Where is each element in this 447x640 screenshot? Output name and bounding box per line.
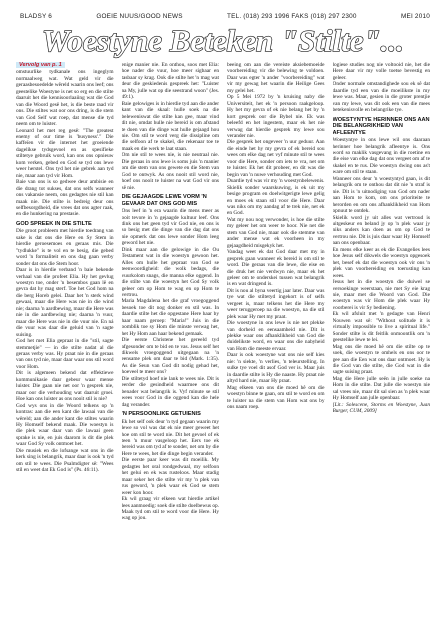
- paragraph: Die musiek en die lofsange wat ons in die kerk sing is belangrik, maar daar is ook 'n tyd om stil te wees. Die Psalmdigter sê: "Wees stil en weet dat Ek God is" (Ps. 46:11).: [16, 447, 114, 474]
- paragraph: Baie gelowiges is in hierdie tyd aan die ander kant van die skaal: hulle soek na die beleweniswat die stilte kan gee, maar vind dit nie, omdat hulle nie bereid is om afstand te doen van die dinge wat hulle gejaagd hou nie. Om stil te word verg die dissipline om die selfoon af te skakel, die rekenaar toe te maak en die werk te laat staan.: [121, 100, 219, 152]
- paragraph: Dink maar aan die gelowige in die Ou Testament wat in die woestyn gewoon het. Alles om hulle het gepraat van God se teenwoordigheid: die wolk bedags, die vuurkolom snags, die manna elke oggend. In die stilte van die woestyn het God Sy volk geleer om op Hom te wag en op Hom te vertrou.: [121, 246, 219, 298]
- paragraph: Duardie tyd was vir my 'n woestynbelewenis. Skielik sonder waarskuwing, is ek uit my besige program en doelwitgerigte lewe gelig en moes ek staan stil voor die Here. Daar was niks om my aandag af te trek nie, net ek en God.: [227, 178, 325, 217]
- paragraph: Dit is algemeen bekend dat effektiewe kommunikasie daar gebeur waar mense luister. Die gaan nie net oor 'n gesprek nie, maar oor die verhouding wat daaruit groei. Hoe kan ons luister as ons nooit stil is nie?: [16, 370, 114, 403]
- column-4: [333, 62, 431, 632]
- paragraph: beeing om aan die vereiste aksiebemoeide voorbereiding vir die belewing te voldoen. Daar was egter 'n ander "voorbereiding" wat vir my gewag het waarin die Heilige Gees my gelei het.: [227, 62, 325, 94]
- article-title-art: [16, 22, 430, 60]
- page-number: BLADSY 6: [20, 12, 53, 20]
- paragraph: Wat my nou nog verwonder, is hoe die stilte my geleer het om weer te hoor. Nie net die stem van God nie, maar ook die stemme van ander mense wat ek voorheen in my gejaagdheid misgekyk het.: [227, 216, 325, 249]
- section-heading: WOESTYNTYE HERINNER ONS AAN DIE BELANGRIKHEID VAN AFLEENTYE: [332, 116, 430, 136]
- paragraph: Dit is nou al byna veertig jaar later. Daar was tye wat die stiltetyd ingekort is of selfs vergeet is, maar telkens het die Here my weer teruggeroep na die woestyn, na die stil plek waar Hy met my praat.: [227, 287, 325, 320]
- article-columns: [16, 62, 430, 632]
- contact-info: TEL. (018) 293 1996 FAKS (018) 297 2300: [227, 12, 357, 20]
- paragraph: God wys ons in die Woord telkens op 'n kontras: aan die een kant die lawaai van die wêreld; aan die ander kant die stiltes waarin Hy Homself bekend maak. Die woestyn is die plek waar daar van die lawaai geen sprake is nie, en juis daarom is dit die plek waar God Sy volk ontmoet het.: [16, 402, 114, 448]
- paragraph: Ek het self ook deur 'n tyd gegaan waarin my lewe so vol was dat ek nie meer geweet het hoe om stil te word nie. Dit het gevoel of ek teen 'n muur vasgeloop het. Eers toe ek bereid was om tyd af te sonder, net om by die Here te wees, het die dinge begin verander.: [121, 418, 219, 457]
- paragraph: Ek wil graag vir elkeen wat hierdie artikel lees aanmoedig: soek die stilte doelbewus op. Maak tyd om stil te word voor die Here. Hy wag op jou.: [121, 496, 219, 522]
- paragraph: Die woestyne in ons lewe is nie net plekke van dorheid en eensaamheid nie. Dit is plekke waar ons afhanklikheid van God die duidelikste word, en waar ons die nabyheid van Hom die meeste ervaar.: [227, 320, 325, 352]
- paragraph: Die eerste paar keer was dit moeilik. My gedagtes het oral rondgedwaal, my selfoon het gelui en ek was rusteloos. Maar stadig maar seker het die stilte vir my 'n plek van rus geword, 'n plek waar ek God se stem weer kon hoor.: [121, 457, 219, 496]
- paragraph: Woestyntye in ons lewe wil ons daaraan herinner hoe belangrik afleentye is. Ons word so maklik vasgevang in die roetine en die eise van elke dag dat ons vergeet om af te skakel en te rus. Die woestyn dwing ons as't ware om stil te staan.: [332, 137, 430, 176]
- paragraph: Skielik word jy uit alles wat vertroud is uitgeskeur en beland jy op 'n plek waar jy niks anders kan doen as om op God te vertrou nie. Dit is juis daar waar Hy Homself aan ons openbaar.: [332, 214, 430, 247]
- paragraph: Op 5 Mei 1972 by 'n kruising naby die Universiteit, het ek 'n persoon raakgeloop. Hy het my gevra of ek nie belang het by 'n kort gesprek oor die Bybel nie. Ek was beleefd en het ingestem, maar ek het nie verwag dat hierdie gesprek my lewe sou verander nie.: [227, 94, 325, 139]
- reference-note: [Lit.: Solescene, Storms en Woestyne, Juan Burger, CUM, 2009]: [332, 401, 430, 415]
- paragraph: Leonard het met reg gesê: "The greatest enemy of our time is 'busyness'." Die kaffeïen vir die internet het groeiende dagelikse tydsgevoel en as spesifieke stiltetye gebruik word, kan ons ons opnieuw kom verken, gebed en God se tyd ons lewe weer herstel. Ons tyd het nie gebrek aan tyd nie, maar aan tyd vir Hom.: [16, 127, 114, 179]
- article-title-banner: [16, 22, 430, 60]
- paragraph: Vandag weet ek dat God daar met my in gesprek gaan wanneer ek bereid is om stil te word. Die geraas van die lewe, die eise en die druk het nie verdwyn nie, maar ek het geleer om te onderskei tussen wat belangrik is en wat dringend is.: [227, 249, 325, 288]
- paragraph: Daar is in hierdie verband 'n baie bekende verhaal van die profeet Elia. Hy het gevlug woestyn toe, onder 'n besembos gaan lê en gevra dat hy mag sterf. Toe het God hom na die berg Horeb gelei. Daar het 'n sterk wind gewaai, maar die Here was nie in die wind nie; daarna 'n aardbewing, maar die Here was nie in die aardbewing nie; daarna 'n vuur, maar die Here was nie in die vuur nie. En ná die vuur was daar die geluid van 'n sagte suising.: [16, 267, 114, 338]
- paragraph: logiese studies nog nie voltooid nie, het die Here daar vir my volle toetse bevestig en geleer.: [332, 62, 430, 81]
- article-title: Woestyne Beteken "Stilte"...: [42, 23, 404, 58]
- paragraph: Mag die Here julle seën in julle soeke na Hom in die stilte. Dat julle die woestyn nie sal vrees nie, maar dit sal sien as 'n plek waar Hy Homself aan julle openbaar.: [332, 375, 430, 402]
- paragraph: Wanneer ons deur 'n woestyntyd gaan, is dit belangrik om te onthou dat dit nie 'n straf is nie. Dit is 'n uitnodiging van God om nader aan Hom te kom, om ons prioriteite te herorden en om ons afhanklikheid van Hom opnuut te ontdek.: [332, 175, 430, 215]
- column-3: [227, 62, 325, 632]
- paragraph: Die eerste Christene het gereeld tyd afgesonder om te bid en te vas. Jesus self het dikwels vroegoggend uitgegaan na 'n eensame plek om daar te bid (Mark. 1:35). As die Seun van God dit nodig gehad het, hoeveel te meer ons?: [121, 337, 219, 376]
- paragraph: En mens elke keer as ek die Evangelies lees hoe Jesus self dikwels die woestyn opgesoek het, besef ek dat die woestyn ook vir ons 'n plek van voorbereiding en toerusting kan wees.: [332, 246, 430, 279]
- paragraph: Mag elkeen van ons die moed hê om die woestyn binne te gaan, om stil te word en om te luister na die stem van Hom wat ons by ons naam roep.: [227, 384, 325, 411]
- continued-label: Vervolg van p. 1: [16, 62, 65, 68]
- paragraph: Onder normale omstandighede sou ek sê dat daardie tyd een van die moeilikste in my lewe was. Maar, gesien in die groter prentjie van my lewe, was dit ook een van die mees betekenisvolle en belangrike tye.: [332, 81, 430, 114]
- paragraph: Die gesprek het ongeveer 'n uur geduur. Aan die einde het hy my gevra of ek bereid sou wees om elke dag net vyf minute stil te wees voor die Here, sonder om iets te vra, net om te luister. Ek het dit probeer, en dit was die begin van 'n nuwe verhouding met God.: [227, 139, 325, 178]
- issue-date: MEI 2010: [401, 12, 430, 20]
- section-heading: GOD SPREEK IN DIE STILTE: [16, 220, 92, 227]
- column-2: [122, 62, 220, 632]
- paragraph: Daar is ook woestyne wat ons nie self kies nie: 'n siekte, 'n verlies, 'n teleurstelling. In sulke tye voel dit asof God ver is. Maar juis in daardie stilte is Hy die naaste. Hy praat nie altyd hard nie, maar Hy praat.: [227, 352, 325, 385]
- paragraph: Ons leef in 'n era waarin die mens meer as ooit tevore in 'n gejaagde kultuur leef. Ons dink ons het geen tyd vir God nie, en ons is so besig met die dinge van die dag dat ons nie opmerk dat ons lewe sonder Hom leeg geword het nie.: [121, 208, 219, 247]
- paragraph: God het met Elia gepraat in die "stil, sagte stemmetjie" — in die stilte nadat al die geraas verby was. Hy praat nie in die geraas van ons tyd nie, maar daar waar ons stil word voor Hom.: [16, 338, 114, 370]
- section-heading: 'N PERSOONLIKE GETUIENIS: [121, 411, 201, 418]
- paragraph: Baie van ons is so gedwee deur ambisie en die drang tot sukses, dat ons selfs wanneer ons vakansie neem, ons gedagtes nie stil kan maak nie. Die stilte is bedreig deur ons selfbesorgdheid, die vrees dat ons agter raak, en die hunkering na prestasie.: [16, 179, 114, 218]
- paragraph: Die groot probleem met hierdie toedrang van sake is dat ons die Here en Sy Stem in hierdie geroesemoes en geraas mis. Die "tydlukke" is te vol en te besig, die gebed word 'n formaliteit en ons dag gaan verby sonder dat ons die Stem hoor.: [16, 228, 114, 267]
- page-header: [20, 10, 430, 22]
- paragraph: Maria Magdalena het die graf vroegoggend besoek toe dit nog donker en stil was. In daardie stilte het die opgestane Here haar by haar naam geroep: "Maria!" Juis in die oomblik toe sy Hom die minste verwag het, het Hy Hom aan haar bekend gemaak.: [121, 298, 219, 337]
- paragraph: Jesus het in die woestyn die duiwel se versoekinge weerstaan, nie met Sy eie krag nie, maar met die Woord van God. Die woestyn was vir Hom die plek waar Hy voorberei is vir Sy bediening.: [332, 279, 430, 311]
- publication-name: GOEIE NUUS/GOOD NEWS: [96, 12, 183, 20]
- paragraph: omstuurlike tydkanale ons ingeglym normaalweg wat. Wat geld vir die geraasbesoedelde wêreld waarin ons leef; ons geestelike Woestyne is net so erg en die stilte daaruit het die kennisoorlaaiing wat die God van die Woord gesê het, is die beste raad vir ons. Die stiltes wat oor ons dring, is die stem van God Self wat roep, dat mense die tyd neem om te luister.: [16, 69, 114, 128]
- paragraph: Die stiltetyd hoef nie lank te wees nie. Dit is eerder die gesindheid waarmee ons dit benader wat belangrik is. Vyf minute se stil wees voor God in die oggend kan die hele dag verander.: [121, 375, 219, 408]
- paragraph: enige manier nie. En onthou, soos met Elia: hoe nader die vuur, hoe meer sigbaar en tasbaar sy krag. Ook die stilte het 'n mag wat deur die geskiedenis gespreek het: "Luister na My, julle wat op die seestrand woon" (Jes. 49:1).: [121, 62, 219, 101]
- paragraph: Om nie stil te wees nie, is nie neutraal nie. Die geraas in ons lewe is soms juis 'n manier om die stem van ons gewete en die Stem van God te ontwyk. As ons nooit stil word nie, hoef ons nooit te luister na wat God vir ons sê nie.: [121, 152, 219, 191]
- paragraph: Mag ons die moed hê om die stilte op te soek, die woestyn te omhels en ons oor te gee aan die Een wat ons daar ontmoet. Hy is die God van die stilte, die God wat in die sagte suising praat.: [332, 343, 430, 376]
- section-heading: DIE GEJAAGDE LEWE VORM 'N GEVAAR DAT ONS GOD MIS: [121, 194, 207, 207]
- column-1: [16, 62, 114, 632]
- paragraph: Ek wil afsluit met 'n gedagte van Henri Nouwen wat sê: "Without solitude it is virtually impossible to live a spiritual life." Sonder stilte is dit feitlik onmoontlik om 'n geestelike lewe te lei.: [332, 311, 430, 344]
